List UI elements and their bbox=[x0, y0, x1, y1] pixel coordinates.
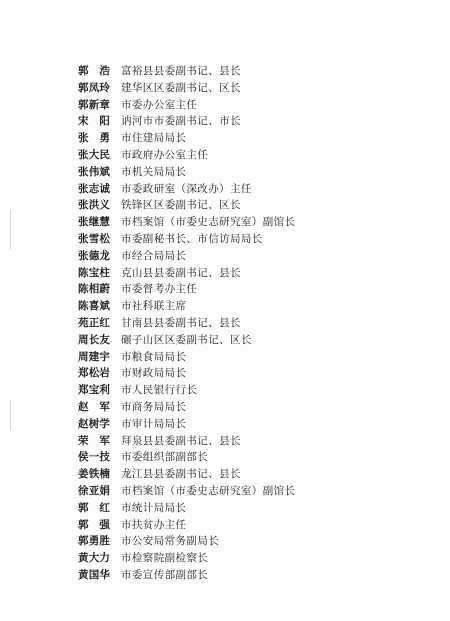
person-name: 张大民 bbox=[78, 148, 111, 161]
person-title: 龙江县县委副书记、县长 bbox=[121, 468, 241, 481]
person-name: 陈相蔚 bbox=[78, 283, 111, 296]
list-item bbox=[78, 164, 418, 181]
person-name: 张洪义 bbox=[78, 199, 111, 212]
list-item bbox=[78, 449, 418, 466]
list-item bbox=[78, 147, 418, 164]
person-name: 徐亚娟 bbox=[78, 484, 111, 497]
person-title: 市委办公室主任 bbox=[121, 98, 198, 111]
person-title: 碾子山区区委副书记、区长 bbox=[121, 333, 252, 346]
list-item bbox=[78, 399, 418, 416]
person-title: 市扶贫办主任 bbox=[121, 518, 187, 531]
list-item bbox=[78, 483, 418, 500]
person-name: 周长友 bbox=[78, 333, 111, 346]
person-name: 陈喜斌 bbox=[78, 300, 111, 313]
person-title: 市经合局局长 bbox=[121, 249, 187, 262]
person-name: 郭新章 bbox=[78, 98, 111, 111]
list-item bbox=[78, 113, 418, 130]
person-title: 市政府办公室主任 bbox=[121, 148, 209, 161]
person-title: 拜泉县县委副书记、县长 bbox=[121, 434, 241, 447]
person-name: 郭 强 bbox=[78, 518, 111, 531]
list-item bbox=[78, 97, 418, 114]
list-item bbox=[78, 416, 418, 433]
list-item bbox=[78, 500, 418, 517]
person-title: 讷河市市委副书记、市长 bbox=[121, 115, 241, 128]
list-item bbox=[78, 433, 418, 450]
person-title: 市检察院副检察长 bbox=[121, 552, 209, 565]
person-title: 市财政局局长 bbox=[121, 367, 187, 380]
person-title: 市委宣传部副部长 bbox=[121, 568, 209, 581]
list-item bbox=[78, 214, 418, 231]
list-item bbox=[78, 365, 418, 382]
list-item bbox=[78, 231, 418, 248]
list-item bbox=[78, 281, 418, 298]
person-name: 张伟斌 bbox=[78, 165, 111, 178]
person-title: 克山县县委副书记、县长 bbox=[121, 266, 241, 279]
list-item bbox=[78, 80, 418, 97]
person-name: 张德龙 bbox=[78, 249, 111, 262]
person-name: 黄国华 bbox=[78, 568, 111, 581]
person-name: 郭 浩 bbox=[78, 65, 111, 77]
scan-edge-mark-top bbox=[10, 210, 11, 250]
person-name: 郭勇胜 bbox=[78, 535, 111, 548]
list-item bbox=[78, 181, 418, 198]
person-name: 宋 阳 bbox=[78, 115, 111, 128]
list-item bbox=[78, 332, 418, 349]
list-item bbox=[78, 382, 418, 399]
list-item bbox=[78, 550, 418, 567]
person-title: 市人民银行行长 bbox=[121, 384, 198, 397]
list-item bbox=[78, 349, 418, 366]
person-name: 黄大力 bbox=[78, 552, 111, 565]
person-title: 铁锋区区委副书记、区长 bbox=[121, 199, 241, 212]
list-item bbox=[78, 466, 418, 483]
person-title: 富裕县县委副书记、县长 bbox=[121, 65, 241, 77]
person-title: 市统计局局长 bbox=[121, 501, 187, 514]
person-name: 郑松岩 bbox=[78, 367, 111, 380]
person-title: 市委督考办主任 bbox=[121, 283, 198, 296]
person-title: 建华区区委副书记、区长 bbox=[121, 81, 241, 94]
person-name: 张雪松 bbox=[78, 232, 111, 245]
person-name: 苑正红 bbox=[78, 316, 111, 329]
person-name: 郑宝利 bbox=[78, 384, 111, 397]
person-title: 市公安局常务副局长 bbox=[121, 535, 220, 548]
list-item bbox=[78, 298, 418, 315]
person-name: 郭 红 bbox=[78, 501, 111, 514]
person-name: 姜铁楠 bbox=[78, 468, 111, 481]
person-title: 市商务局局长 bbox=[121, 400, 187, 413]
person-name: 周建宇 bbox=[78, 350, 111, 363]
list-item bbox=[78, 533, 418, 550]
list-item bbox=[78, 63, 418, 80]
person-name: 赵 军 bbox=[78, 400, 111, 413]
person-title: 市社科联主席 bbox=[121, 300, 187, 313]
person-name: 陈宝柱 bbox=[78, 266, 111, 279]
person-name: 张 勇 bbox=[78, 132, 111, 145]
person-title: 市住建局局长 bbox=[121, 132, 187, 145]
list-item bbox=[78, 517, 418, 534]
person-title: 市委组织部副部长 bbox=[121, 451, 209, 464]
person-title: 甘南县县委副书记、县长 bbox=[121, 316, 241, 329]
person-name: 张继慧 bbox=[78, 216, 111, 229]
person-name: 赵树学 bbox=[78, 417, 111, 430]
scan-edge-mark-bottom bbox=[10, 400, 11, 430]
person-title: 市委副秘书长、市信访局局长 bbox=[121, 232, 263, 245]
personnel-list bbox=[78, 63, 418, 584]
list-item bbox=[78, 197, 418, 214]
person-name: 荣 军 bbox=[78, 434, 111, 447]
person-title: 市机关局局长 bbox=[121, 165, 187, 178]
person-title: 市档案馆（市委史志研究室）副馆长 bbox=[121, 216, 296, 229]
person-name: 侯一技 bbox=[78, 451, 111, 464]
person-name: 张志诚 bbox=[78, 182, 111, 195]
list-item bbox=[78, 248, 418, 265]
list-item bbox=[78, 315, 418, 332]
person-title: 市委政研室（深改办）主任 bbox=[121, 182, 252, 195]
list-item bbox=[78, 130, 418, 147]
person-title: 市档案馆（市委史志研究室）副馆长 bbox=[121, 484, 296, 497]
person-name: 郭凤玲 bbox=[78, 81, 111, 94]
list-item bbox=[78, 567, 418, 584]
person-title: 市粮食局局长 bbox=[121, 350, 187, 363]
person-title: 市审计局局长 bbox=[121, 417, 187, 430]
list-item bbox=[78, 265, 418, 282]
